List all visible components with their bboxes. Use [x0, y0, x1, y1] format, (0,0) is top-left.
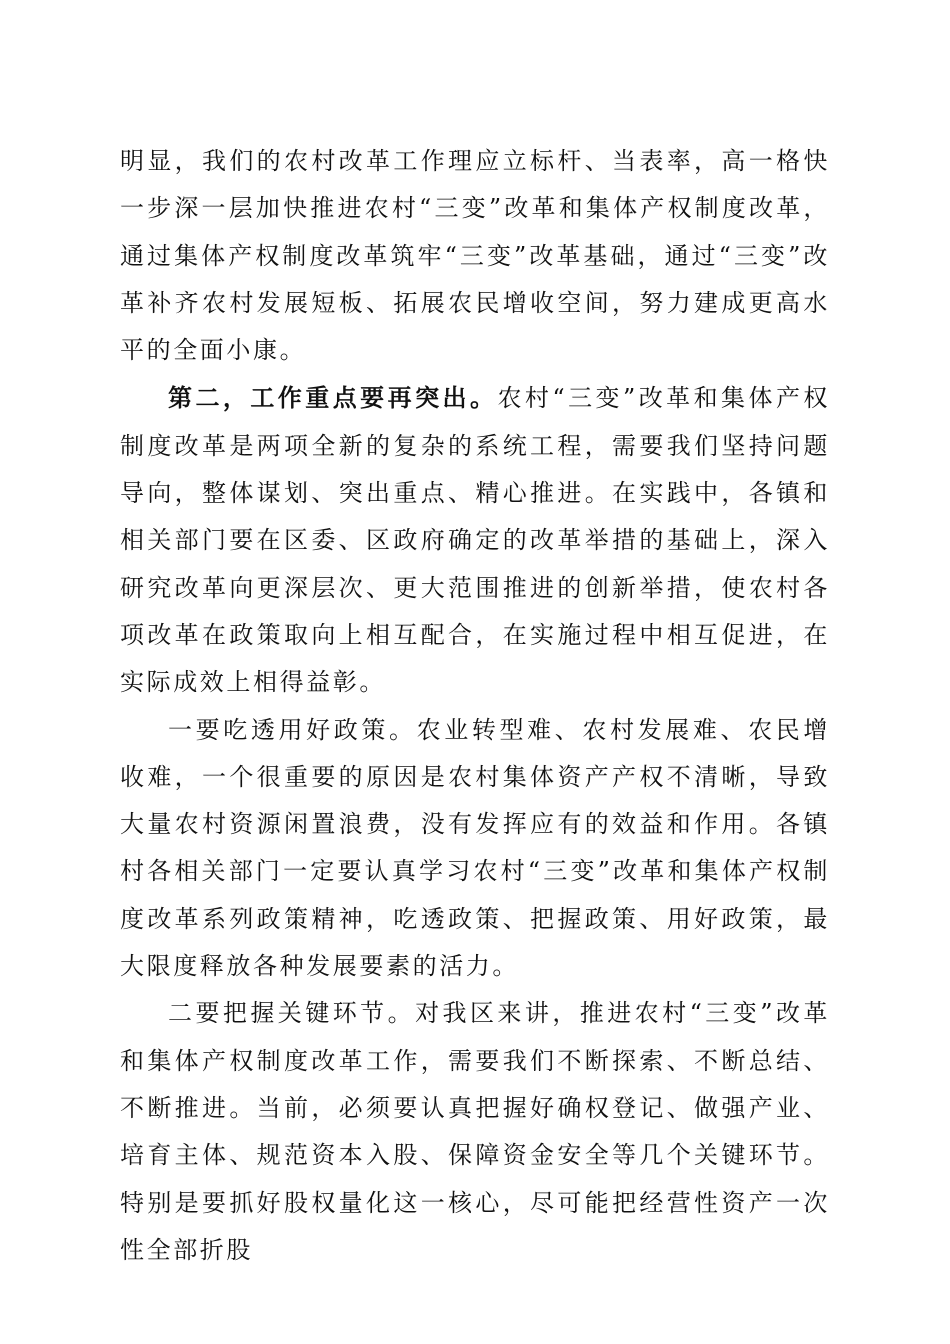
- paragraph-3-text: 一要吃透用好政策。农业转型难、农村发展难、农民增收难，一个很重要的原因是农村集体资产产权不清晰，导致大量农村资源闲置浪费，没有发挥应有的效益和作用。各镇村各相关部门一定要认真学习农村“三变”改革和集体产权制度改革系列政策精神，吃透政策、把握政策、用好政策，最大限度释放各种发展要素的活力。: [120, 715, 830, 981]
- paragraph-2: [120, 374, 830, 706]
- document-body: [120, 138, 830, 1274]
- paragraph-2-heading: 第二，工作重点要再突出。: [168, 383, 498, 413]
- paragraph-4-text: 二要把握关键环节。对我区来讲，推进农村“三变”改革和集体产权制度改革工作，需要我们不断探索、不断总结、不断推进。当前，必须要认真把握好确权登记、做强产业、培育主体、规范资本入股、保障资金安全等几个关键环节。特别是要抓好股权量化这一核心，尽可能把经营性资产一次性全部折股: [120, 999, 830, 1264]
- paragraph-4: [120, 990, 830, 1274]
- paragraph-1-text: 明显，我们的农村改革工作理应立标杆、当表率，高一格快一步深一层加快推进农村“三变”改革和集体产权制度改革，通过集体产权制度改革筑牢“三变”改革基础，通过“三变”改革补齐农村发展短板、拓展农民增收空间，努力建成更高水平的全面小康。: [120, 147, 830, 365]
- paragraph-2-text: 农村“三变”改革和集体产权制度改革是两项全新的复杂的系统工程，需要我们坚持问题导向，整体谋划、突出重点、精心推进。在实践中，各镇和相关部门要在区委、区政府确定的改革举措的基础上，深入研究改革向更深层次、更大范围推进的创新举措，使农村各项改革在政策取向上相互配合，在实施过程中相互促进，在实际成效上相得益彰。: [120, 384, 831, 697]
- paragraph-3: [120, 707, 830, 991]
- paragraph-1: [120, 138, 830, 374]
